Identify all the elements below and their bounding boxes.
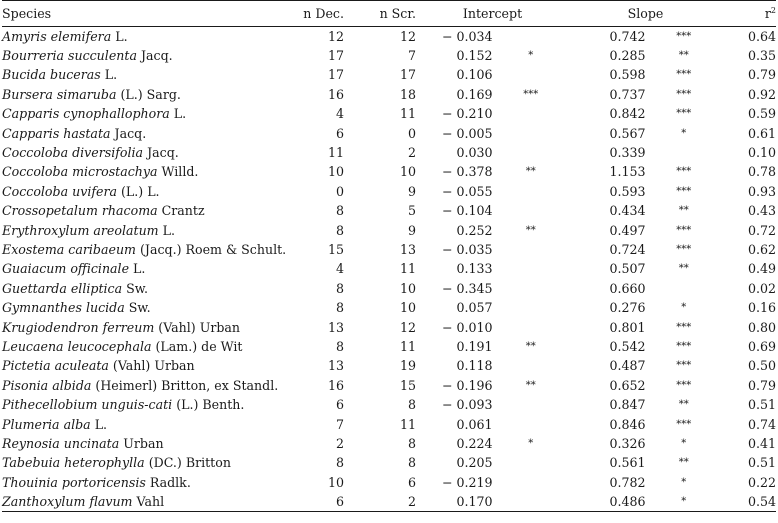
table-row [2,182,776,201]
table-row [2,162,776,181]
n-scr-cell: 0 [407,125,416,141]
n-dec-cell: 10 [327,164,344,180]
table-row [2,143,776,162]
intercept-significance [493,240,570,259]
species-cell [2,356,302,375]
species-cell [2,182,302,201]
r2-cell: 0.43 [747,203,776,219]
header-species: Species [2,1,302,27]
intercept-significance [493,453,570,472]
intercept-significance [493,123,570,142]
intercept-significance [493,259,570,278]
header-slope: Slope [569,1,722,27]
n-scr-cell: 17 [399,67,416,83]
slope-significance: *** [676,340,692,352]
slope-cell: 0.497 [609,222,646,238]
species-cell [2,143,302,162]
n-dec-cell: 12 [327,28,344,44]
intercept-cell: − 0.035 [441,241,493,257]
slope-cell: 0.276 [609,300,646,316]
species-author: Willd. [157,164,199,180]
n-dec-cell: 7 [335,416,344,432]
species-cell [2,434,302,453]
intercept-significance [493,279,570,298]
species-cell [2,240,302,259]
intercept-significance [493,414,570,433]
species-cell [2,279,302,298]
table-row [2,85,776,104]
slope-cell: 0.593 [609,183,646,199]
intercept-cell: − 0.055 [441,183,493,199]
n-scr-cell: 9 [407,222,416,238]
r2-cell: 0.61 [747,125,776,141]
intercept-significance: ** [525,340,536,352]
n-scr-cell: 8 [407,455,416,471]
r2-cell: 0.02 [747,280,776,296]
table-body [2,27,776,512]
intercept-significance [493,201,570,220]
table-row [2,65,776,84]
header-n-dec: n Dec. [302,1,344,27]
n-dec-cell: 15 [327,241,344,257]
intercept-cell: 0.061 [456,416,493,432]
slope-cell: 0.326 [609,435,646,451]
species-author: Radlk. [145,474,191,490]
intercept-cell: 0.152 [456,48,493,64]
species-author: Jacq. [143,145,179,161]
species-author: Vahl [132,493,165,509]
slope-significance: ** [678,263,689,275]
r2-cell: 0.74 [747,416,776,432]
species-cell [2,104,302,123]
species-name: Tabebuia heterophylla [2,455,145,471]
n-dec-cell: 10 [327,474,344,490]
r2-cell: 0.59 [747,106,776,122]
intercept-significance [493,65,570,84]
slope-cell: 0.561 [609,455,646,471]
slope-cell: 0.660 [609,280,646,296]
slope-cell: 0.782 [609,474,646,490]
species-cell [2,337,302,356]
intercept-cell: 0.252 [456,222,493,238]
species-name: Pisonia albida [2,377,92,393]
species-author: (L.) Benth. [172,397,245,413]
n-scr-cell: 5 [407,203,416,219]
n-scr-cell: 2 [407,145,416,161]
slope-cell: 0.486 [569,492,646,511]
species-name: Erythroxylum areolatum [2,222,159,238]
header-r2 [722,1,776,27]
intercept-significance [493,356,570,375]
slope-significance [646,143,723,162]
table-row [2,104,776,123]
intercept-cell: 0.205 [456,455,493,471]
intercept-cell: − 0.378 [441,164,493,180]
species-author: Urban [119,435,164,451]
n-dec-cell: 8 [335,300,344,316]
slope-cell: 0.339 [609,145,646,161]
n-dec-cell: 0 [335,183,344,199]
species-author: L. [100,67,118,83]
species-author: Sw. [124,300,151,316]
species-name: Bucida buceras [2,67,101,83]
species-cell [2,46,302,65]
table-row [2,240,776,259]
slope-cell: 0.842 [609,106,646,122]
n-dec-cell: 4 [335,106,344,122]
slope-significance: *** [676,69,692,81]
species-name: Coccoloba microstachya [2,164,158,180]
slope-significance [646,279,723,298]
intercept-significance: *** [523,88,539,100]
intercept-cell: − 0.345 [441,280,493,296]
species-cell [2,220,302,239]
species-author: L. [169,106,187,122]
intercept-significance [493,492,570,511]
slope-significance: *** [676,224,692,236]
species-name: Coccoloba uvifera [2,183,117,199]
table-row [2,259,776,278]
intercept-significance [493,298,570,317]
table-row [2,298,776,317]
species-author: L. [111,28,128,44]
r2-cell: 0.16 [747,300,776,316]
n-dec-cell: 13 [327,319,344,335]
species-author: (L.) L. [117,183,160,199]
species-cell [2,453,302,472]
table-row [2,337,776,356]
r2-cell: 0.49 [747,261,776,277]
n-scr-cell: 10 [399,300,416,316]
n-dec-cell: 17 [327,67,344,83]
species-name: Gymnanthes lucida [2,300,125,316]
r2-cell: 0.79 [747,67,776,83]
table-row [2,395,776,414]
species-cell [2,395,302,414]
intercept-significance [493,143,570,162]
table-row [2,317,776,336]
n-scr-cell: 10 [399,164,416,180]
intercept-cell: 0.133 [456,261,493,277]
slope-cell: 0.724 [609,241,646,257]
species-author: L. [129,261,146,277]
species-name: Crossopetalum rhacoma [2,203,158,219]
r2-cell: 0.69 [747,338,776,354]
species-cell [2,162,302,181]
species-name: Zanthoxylum flavum [2,493,133,509]
n-dec-cell: 16 [327,377,344,393]
n-dec-cell: 6 [335,397,344,413]
species-cell [2,123,302,142]
species-name: Bourreria succulenta [2,48,137,64]
slope-significance: *** [676,185,692,197]
header-r2-base: r [764,6,771,22]
table-row [2,492,776,511]
r2-cell: 0.54 [722,492,776,511]
slope-significance: *** [676,321,692,333]
slope-significance: *** [676,30,692,42]
r2-cell: 0.78 [747,164,776,180]
n-scr-cell: 2 [344,492,416,511]
n-scr-cell: 11 [399,338,416,354]
n-dec-cell: 8 [335,222,344,238]
r2-cell: 0.62 [747,241,776,257]
slope-cell: 0.434 [609,203,646,219]
intercept-cell: − 0.034 [441,28,493,44]
r2-cell: 0.22 [747,474,776,490]
intercept-cell: 0.224 [456,435,493,451]
species-author: Crantz [157,203,205,219]
table-row [2,434,776,453]
species-name: Krugiodendron ferreum [2,319,155,335]
species-cell [2,259,302,278]
n-scr-cell: 9 [407,183,416,199]
n-dec-cell: 17 [327,48,344,64]
intercept-cell: 0.118 [456,358,493,374]
species-author: (DC.) Britton [144,455,231,471]
species-cell [2,317,302,336]
species-author: (Vahl) Urban [108,358,195,374]
slope-cell: 1.153 [609,164,646,180]
n-scr-cell: 19 [399,358,416,374]
intercept-cell: 0.106 [456,67,493,83]
slope-significance: * [681,437,687,449]
n-dec-cell: 4 [335,261,344,277]
header-r2-sup: 2 [770,5,776,15]
species-name: Pithecellobium unguis-cati [2,397,173,413]
n-scr-cell: 13 [399,241,416,257]
r2-cell: 0.50 [747,358,776,374]
species-cell [2,414,302,433]
species-name: Guaiacum officinale [2,261,130,277]
intercept-significance: ** [525,379,536,391]
slope-cell: 0.507 [609,261,646,277]
r2-cell: 0.64 [747,28,776,44]
intercept-cell: 0.170 [416,492,493,511]
n-scr-cell: 8 [407,397,416,413]
species-cell [2,472,302,491]
slope-significance: *** [676,379,692,391]
header-intercept: Intercept [416,1,569,27]
r2-cell: 0.79 [747,377,776,393]
intercept-significance [493,104,570,123]
intercept-cell: − 0.210 [441,106,493,122]
slope-significance: ** [678,205,689,217]
species-cell [2,27,302,46]
slope-significance: *** [676,108,692,120]
n-dec-cell: 8 [335,338,344,354]
n-dec-cell: 8 [335,455,344,471]
r2-cell: 0.51 [747,397,776,413]
species-cell [2,85,302,104]
regression-table [2,0,776,512]
species-name: Reynosia uncinata [2,435,120,451]
slope-cell: 0.847 [609,397,646,413]
slope-cell: 0.846 [609,416,646,432]
slope-significance: * [681,476,687,488]
n-dec-cell: 13 [327,358,344,374]
n-scr-cell: 12 [399,28,416,44]
table-row [2,414,776,433]
slope-significance: *** [676,243,692,255]
r2-cell: 0.41 [747,435,776,451]
slope-significance: ** [678,399,689,411]
table-header [2,1,776,27]
table-row [2,27,776,46]
species-author: Jacq. [136,48,173,64]
intercept-cell: − 0.005 [441,125,493,141]
slope-significance: * [646,492,723,511]
intercept-significance [493,182,570,201]
intercept-cell: 0.191 [456,338,493,354]
table-row [2,220,776,239]
slope-cell: 0.801 [609,319,646,335]
r2-cell: 0.10 [747,145,776,161]
species-author: Sw. [122,280,149,296]
species-name: Guettarda elliptica [2,280,123,296]
slope-significance: ** [678,457,689,469]
intercept-cell: − 0.196 [441,377,493,393]
header-row [2,1,776,27]
r2-cell: 0.92 [747,86,776,102]
species-author: (Lam.) de Wit [151,338,243,354]
n-scr-cell: 7 [407,48,416,64]
n-scr-cell: 12 [399,319,416,335]
species-cell [2,492,302,511]
species-cell [2,376,302,395]
species-author: L. [90,416,108,432]
intercept-significance [493,27,570,46]
n-scr-cell: 11 [399,106,416,122]
intercept-cell: − 0.104 [441,203,493,219]
slope-cell: 0.742 [609,28,646,44]
slope-significance: *** [676,418,692,430]
slope-significance: ** [678,50,689,62]
table-row [2,472,776,491]
n-scr-cell: 6 [407,474,416,490]
intercept-cell: 0.169 [456,86,493,102]
r2-cell: 0.51 [747,455,776,471]
species-name: Plumeria alba [2,416,91,432]
r2-cell: 0.72 [747,222,776,238]
n-dec-cell: 16 [327,86,344,102]
table-row [2,123,776,142]
slope-cell: 0.285 [609,48,646,64]
slope-significance: * [681,127,687,139]
species-author: L. [158,222,175,238]
table-row [2,279,776,298]
slope-significance: *** [676,166,692,178]
table-row [2,453,776,472]
slope-cell: 0.567 [609,125,646,141]
slope-cell: 0.487 [609,358,646,374]
intercept-cell: − 0.010 [441,319,493,335]
species-cell [2,201,302,220]
n-dec-cell: 8 [335,280,344,296]
intercept-significance: * [528,50,534,62]
n-scr-cell: 10 [399,280,416,296]
intercept-significance: ** [525,224,536,236]
species-name: Exostema caribaeum [2,241,136,257]
species-author: (Vahl) Urban [154,319,241,335]
species-cell [2,298,302,317]
slope-cell: 0.652 [609,377,646,393]
r2-cell: 0.80 [747,319,776,335]
intercept-cell: 0.057 [456,300,493,316]
species-name: Capparis cynophallophora [2,106,170,122]
slope-cell: 0.542 [609,338,646,354]
species-author: (Heimerl) Britton, ex Standl. [91,377,279,393]
intercept-significance: ** [525,166,536,178]
species-name: Pictetia aculeata [2,358,109,374]
intercept-significance [493,317,570,336]
species-name: Coccoloba diversifolia [2,145,144,161]
n-scr-cell: 15 [399,377,416,393]
n-dec-cell: 2 [335,435,344,451]
species-author: (L.) Sarg. [116,86,181,102]
table-row [2,376,776,395]
species-name: Bursera simaruba [2,86,117,102]
species-author: Jacq. [110,125,147,141]
species-name: Capparis hastata [2,125,111,141]
n-scr-cell: 11 [399,261,416,277]
r2-cell: 0.93 [747,183,776,199]
header-n-scr: n Scr. [344,1,416,27]
intercept-cell: 0.030 [456,145,493,161]
n-scr-cell: 8 [407,435,416,451]
species-author: (Jacq.) Roem & Schult. [136,241,287,257]
intercept-cell: − 0.219 [441,474,493,490]
slope-cell: 0.737 [609,86,646,102]
species-name: Leucaena leucocephala [2,338,152,354]
n-scr-cell: 11 [399,416,416,432]
intercept-cell: − 0.093 [441,397,493,413]
table-row [2,46,776,65]
n-dec-cell: 8 [335,203,344,219]
n-dec-cell: 6 [302,492,344,511]
table-row [2,356,776,375]
slope-significance: * [681,302,687,314]
species-name: Thouinia portoricensis [2,474,146,490]
slope-cell: 0.598 [609,67,646,83]
slope-significance: *** [676,88,692,100]
intercept-significance [493,472,570,491]
species-name: Amyris elemifera [2,28,112,44]
n-scr-cell: 18 [399,86,416,102]
intercept-significance: * [528,437,534,449]
r2-cell: 0.35 [747,48,776,64]
n-dec-cell: 6 [335,125,344,141]
intercept-significance [493,395,570,414]
table-row [2,201,776,220]
species-cell [2,65,302,84]
n-dec-cell: 11 [327,145,344,161]
slope-significance: *** [676,360,692,372]
